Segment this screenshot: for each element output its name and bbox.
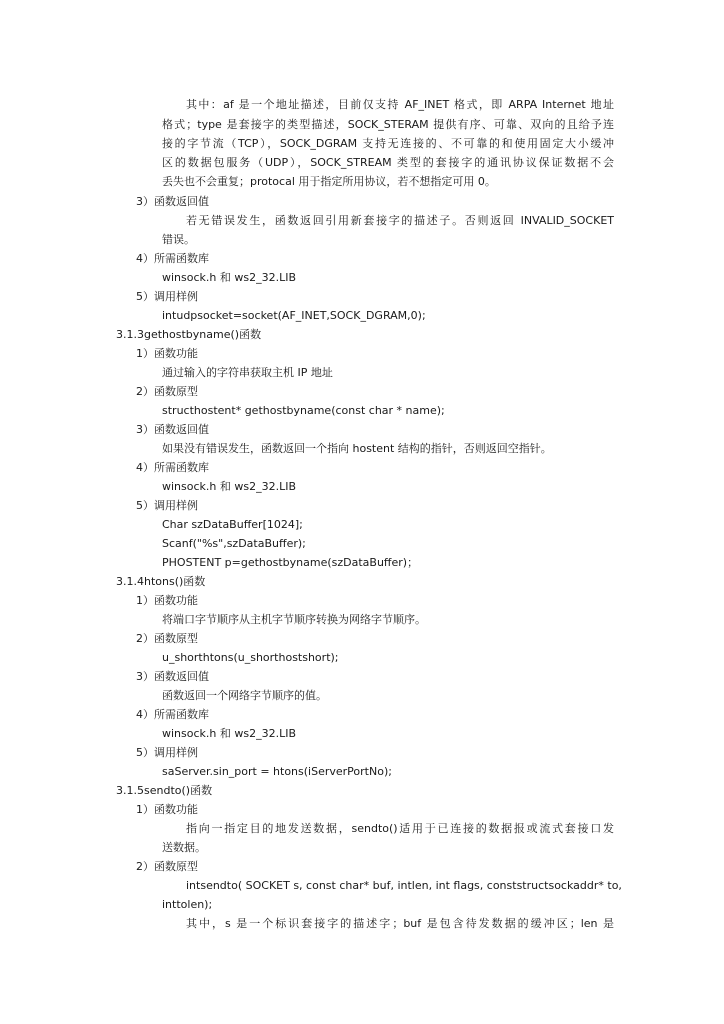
code-example: intsendto( SOCKET s, const char* buf, intlen, int flags, conststructsockaddr* to, <box>186 879 622 892</box>
paragraph-line: 若无错误发生，函数返回引用新套接字的描述子。否则返回 INVALID_SOCKET <box>186 214 614 227</box>
code-example: Char szDataBuffer[1024]; <box>162 518 303 531</box>
paragraph-line: 通过输入的字符串获取主机 IP 地址 <box>162 366 333 379</box>
section-heading: 3.1.3gethostbyname()函数 <box>116 328 262 341</box>
code-example: u_shorthtons(u_shorthostshort); <box>162 651 339 664</box>
subsection-heading: 2）函数原型 <box>136 632 198 645</box>
paragraph-line: 送数据。 <box>162 841 206 854</box>
code-example: inttolen); <box>162 898 213 911</box>
paragraph-line: 丢失也不会重复；protocal 用于指定所用协议，若不想指定可用 0。 <box>162 175 496 188</box>
paragraph-line: 如果没有错误发生，函数返回一个指向 hostent 结构的指针，否则返回空指针。 <box>162 442 552 455</box>
subsection-heading: 4）所需函数库 <box>136 708 209 721</box>
code-example: structhostent* gethostbyname(const char * name); <box>162 404 445 417</box>
subsection-heading: 1）函数功能 <box>136 803 198 816</box>
code-example: intudpsocket=socket(AF_INET,SOCK_DGRAM,0); <box>162 309 426 322</box>
subsection-heading: 3）函数返回值 <box>136 423 209 436</box>
section-heading: 3.1.4htons()函数 <box>116 575 206 588</box>
subsection-heading: 5）调用样例 <box>136 746 198 759</box>
subsection-heading: 5）调用样例 <box>136 499 198 512</box>
paragraph-line: 函数返回一个网络字节顺序的值。 <box>162 689 327 702</box>
paragraph-line: 接的字节流（TCP），SOCK_DGRAM 支持无连接的、不可靠的和使用固定大小缓冲 <box>162 137 614 150</box>
subsection-heading: 5）调用样例 <box>136 290 198 303</box>
paragraph-line: 将端口字节顺序从主机字节顺序转换为网络字节顺序。 <box>162 613 426 626</box>
code-example: PHOSTENT p=gethostbyname(szDataBuffer)； <box>162 556 419 569</box>
section-heading: 3.1.5sendto()函数 <box>116 784 213 797</box>
subsection-heading: 2）函数原型 <box>136 860 198 873</box>
paragraph-line: 其中，s 是一个标识套接字的描述字；buf 是包含待发数据的缓冲区；len 是 <box>186 917 614 930</box>
paragraph-line: 错误。 <box>162 233 195 246</box>
library-text: winsock.h 和 ws2_32.LIB <box>162 480 297 493</box>
code-example: saServer.sin_port = htons(iServerPortNo); <box>162 765 392 778</box>
subsection-heading: 4）所需函数库 <box>136 252 209 265</box>
library-text: winsock.h 和 ws2_32.LIB <box>162 727 297 740</box>
library-text: winsock.h 和 ws2_32.LIB <box>162 271 297 284</box>
paragraph-line: 格式；type 是套接字的类型描述，SOCK_STERAM 提供有序、可靠、双向的且给予连 <box>162 118 614 131</box>
subsection-heading: 4）所需函数库 <box>136 461 209 474</box>
subsection-heading: 1）函数功能 <box>136 347 198 360</box>
subsection-heading: 3）函数返回值 <box>136 195 209 208</box>
subsection-heading: 1）函数功能 <box>136 594 198 607</box>
paragraph-line: 其中：af 是一个地址描述，目前仅支持 AF_INET 格式，即 ARPA Internet 地址 <box>186 98 614 111</box>
paragraph-line: 区的数据包服务（UDP），SOCK_STREAM 类型的套接字的通讯协议保证数据不会 <box>162 156 614 169</box>
subsection-heading: 3）函数返回值 <box>136 670 209 683</box>
code-example: Scanf("%s",szDataBuffer); <box>162 537 306 550</box>
paragraph-line: 指向一指定目的地发送数据，sendto()适用于已连接的数据报或流式套接口发 <box>186 822 614 835</box>
subsection-heading: 2）函数原型 <box>136 385 198 398</box>
